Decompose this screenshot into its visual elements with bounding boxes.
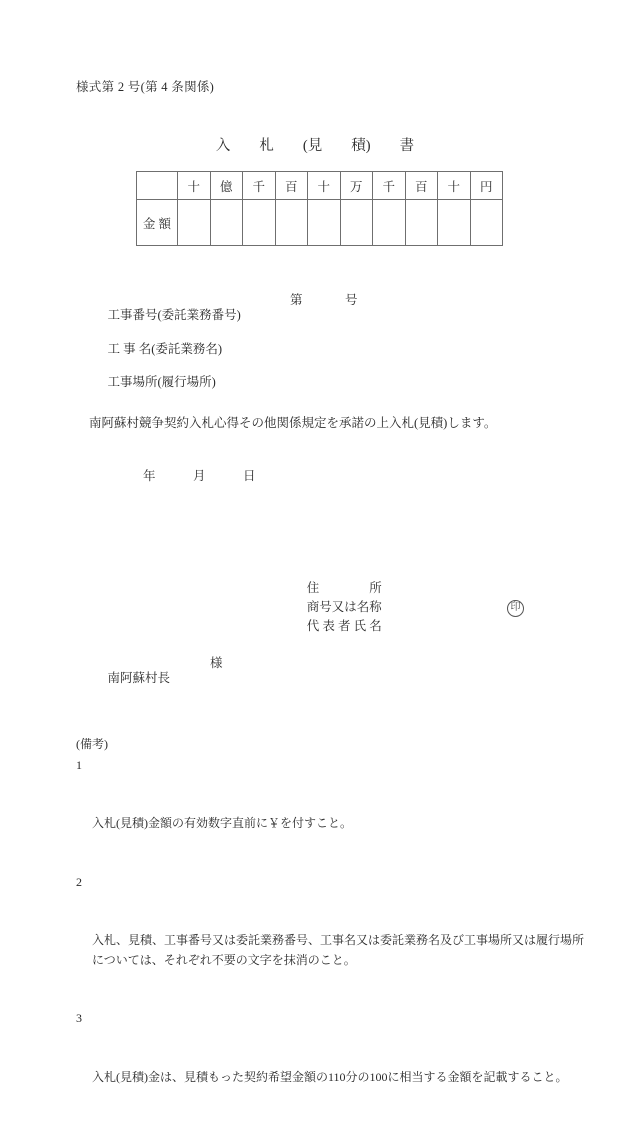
note-number: 2 <box>76 874 82 889</box>
note-text: 入札、見積、工事番号又は委託業務番号、工事名又は委託業務名及び工事場所又は履行場所については、それぞれ不要の文字を抹消のこと。 <box>92 933 585 967</box>
form-code: 様式第 2 号(第 4 条関係) <box>76 80 215 94</box>
note-text: 入札(見積)金額の有効数字直前に￥を付すこと。 <box>92 816 352 830</box>
header-label-cell <box>137 172 178 200</box>
amount-digit-cell[interactable] <box>308 200 341 246</box>
note-item <box>76 1009 592 1126</box>
date-line: 年 月 日 <box>143 469 256 483</box>
table-column-header: 十 <box>438 172 471 200</box>
amount-label-cell: 金 額 <box>137 200 178 246</box>
notes-heading: (備考) <box>76 737 108 751</box>
signature-block <box>288 560 521 633</box>
note-number: 3 <box>76 1011 82 1025</box>
table-column-header: 円 <box>470 172 503 200</box>
amount-digit-cell[interactable] <box>275 200 308 246</box>
amount-digit-cell[interactable] <box>405 200 438 246</box>
table-column-header: 十 <box>178 172 211 200</box>
table-column-header: 万 <box>340 172 373 200</box>
amount-digit-cell[interactable] <box>178 200 211 246</box>
note-text: 入札(見積)金は、見積もった契約希望金額の110分の100に相当する金額を記載すること。 <box>92 1069 568 1084</box>
signature-label: 住 所 <box>306 581 382 595</box>
addressee-honorific: 様 <box>210 656 223 670</box>
note-item <box>76 873 592 1010</box>
table-header-row <box>137 172 503 200</box>
amount-digit-cell[interactable] <box>243 200 276 246</box>
signature-row-company-name <box>288 579 385 614</box>
amount-digit-cell[interactable] <box>470 200 503 246</box>
field-marker-dai: 第 <box>290 293 303 307</box>
table-column-header: 百 <box>275 172 308 200</box>
table-column-header: 億 <box>210 172 243 200</box>
note-number: 1 <box>76 757 82 772</box>
note-item <box>76 756 592 873</box>
amount-digit-cell[interactable] <box>438 200 471 246</box>
signature-label: 商号又は名称 <box>306 600 382 614</box>
amount-digit-cell[interactable] <box>340 200 373 246</box>
field-label: 工事場所(履行場所) <box>107 375 216 389</box>
table-column-header: 百 <box>405 172 438 200</box>
amount-digit-cell[interactable] <box>210 200 243 246</box>
addressee <box>95 653 223 716</box>
field-label: 工事番号(委託業務番号) <box>107 308 241 322</box>
table-column-header: 十 <box>308 172 341 200</box>
amount-table <box>136 171 503 246</box>
table-column-header: 千 <box>243 172 276 200</box>
amount-digit-cell[interactable] <box>373 200 406 246</box>
signature-label: 代 表 者 氏 名 <box>306 619 382 633</box>
field-row-project-location <box>95 357 216 405</box>
page-title: 入 札 (見 積) 書 <box>215 138 415 154</box>
signature-row-representative <box>288 598 521 633</box>
field-label: 工 事 名(委託業務名) <box>107 342 223 356</box>
table-column-header: 千 <box>373 172 406 200</box>
declaration-text: 南阿蘇村競争契約入札心得その他関係規定を承諾の上入札(見積)します。 <box>89 416 497 430</box>
field-marker-gou: 号 <box>345 293 358 307</box>
table-row <box>137 200 503 246</box>
seal-icon: 印 <box>507 600 524 617</box>
addressee-name: 南阿蘇村長 <box>107 671 171 685</box>
signature-row-address <box>288 560 385 595</box>
notes-section <box>76 735 592 1126</box>
